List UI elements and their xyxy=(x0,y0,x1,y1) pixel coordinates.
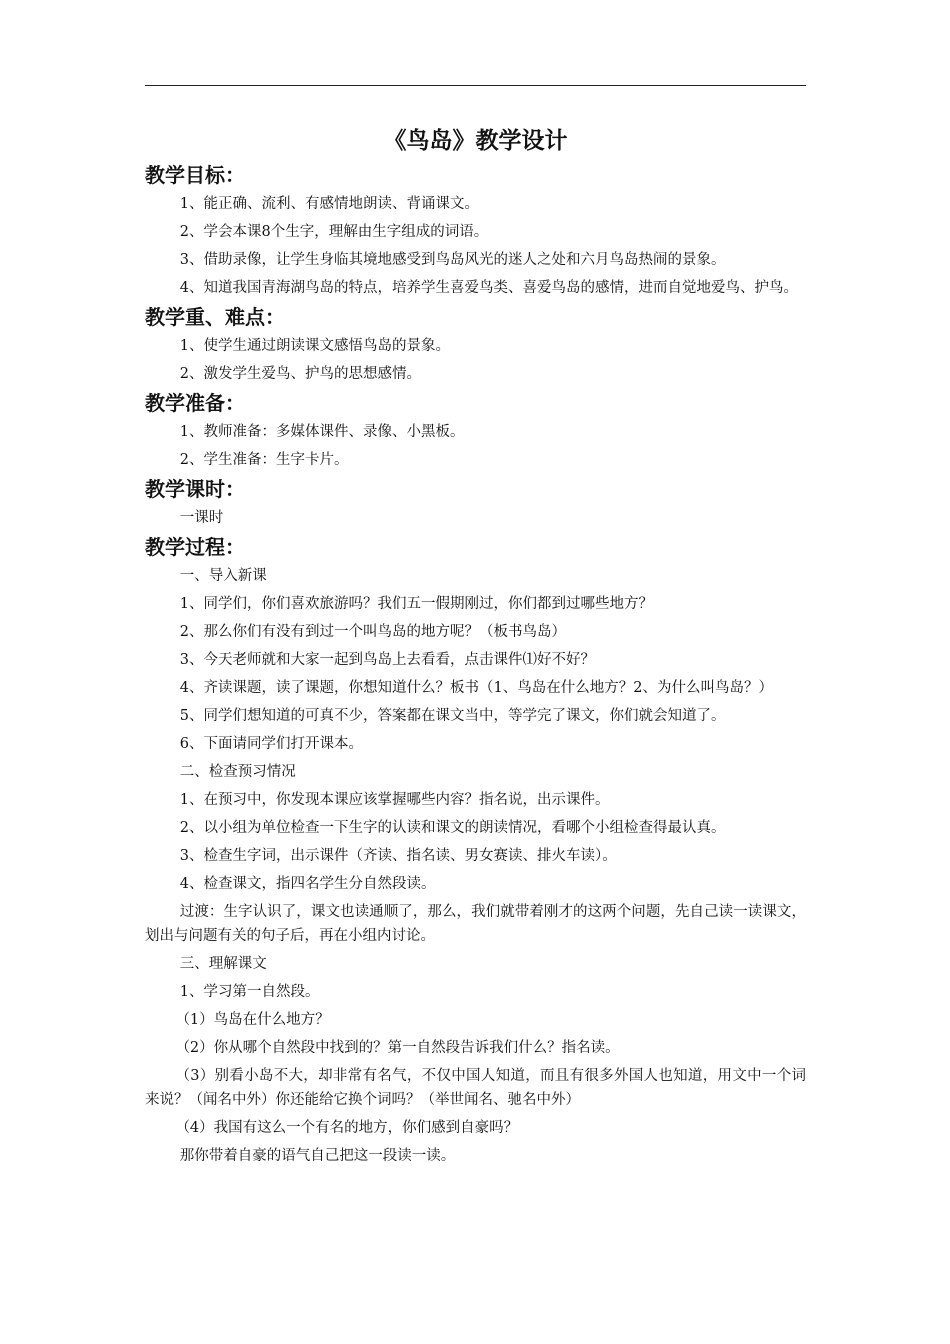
paragraph: 3、检查生字词，出示课件（齐读、指名读、男女赛读、排火车读）。 xyxy=(179,848,617,864)
document-title: 《鸟岛》教学设计 xyxy=(383,128,568,154)
paragraph: 4、齐读课题，读了课题，你想知道什么？板书（1、鸟岛在什么地方？2、为什么叫鸟岛？） xyxy=(179,680,773,696)
section xyxy=(145,388,806,474)
paragraph: 一课时 xyxy=(179,510,224,526)
paragraph: （1）鸟岛在什么地方？ xyxy=(175,1012,330,1028)
paragraph: 2、学会本课8个生字，理解由生字组成的词语。 xyxy=(179,224,489,240)
paragraph: 2、那么你们有没有到过一个叫鸟岛的地方呢？（板书鸟岛） xyxy=(179,624,567,640)
paragraph: 4、知道我国青海湖鸟岛的特点，培养学生喜爱鸟类、喜爱鸟岛的感情，进而自觉地爱鸟、护鸟。 xyxy=(179,280,799,296)
section-heading: 教学准备： xyxy=(145,391,245,415)
paragraph: 那你带着自豪的语气自己把这一段读一读。 xyxy=(179,1148,456,1164)
paragraph: 6、下面请同学们打开课本。 xyxy=(179,736,364,752)
paragraph: 1、教师准备：多媒体课件、录像、小黑板。 xyxy=(179,424,465,440)
paragraph: 1、使学生通过朗读课文感悟鸟岛的景象。 xyxy=(179,338,451,354)
section-heading: 教学重、难点： xyxy=(145,305,285,329)
paragraph: 3、借助录像，让学生身临其境地感受到鸟岛风光的迷人之处和六月鸟岛热闹的景象。 xyxy=(179,252,726,268)
section-heading: 教学课时： xyxy=(145,477,245,501)
paragraph: （4）我国有这么一个有名的地方，你们感到自豪吗？ xyxy=(175,1120,519,1136)
paragraph: 3、今天老师就和大家一起到鸟岛上去看看，点击课件⑴好不好？ xyxy=(179,652,596,668)
paragraph: 5、同学们想知道的可真不少，答案都在课文当中，等学完了课文，你们就会知道了。 xyxy=(179,708,726,724)
section xyxy=(145,474,806,532)
paragraph: 一、导入新课 xyxy=(179,568,267,584)
paragraph: 过渡：生字认识了，课文也读通顺了，那么，我们就带着刚才的这两个问题，先自己读一读课文，划出与问题有关的句子后，再在小组内讨论。 xyxy=(145,904,806,944)
section xyxy=(145,302,806,388)
document-body xyxy=(145,160,806,1170)
section xyxy=(145,160,806,300)
section-heading: 教学目标： xyxy=(145,163,245,187)
paragraph: 1、在预习中，你发现本课应该掌握哪些内容？指名说，出示课件。 xyxy=(179,792,610,808)
paragraph: 1、学习第一自然段。 xyxy=(179,984,320,1000)
paragraph: 1、同学们，你们喜欢旅游吗？我们五一假期刚过，你们都到过哪些地方？ xyxy=(179,596,654,612)
paragraph: （3）别看小岛不大，却非常有名气，不仅中国人知道，而且有很多外国人也知道，用文中一个词来说？（闻名中外）你还能给它换个词吗？（举世闻名、驰名中外） xyxy=(145,1068,806,1108)
paragraph: 三、理解课文 xyxy=(179,956,267,972)
paragraph: 二、检查预习情况 xyxy=(179,764,296,780)
paragraph: 4、检查课文，指四名学生分自然段读。 xyxy=(179,876,436,892)
paragraph: 1、能正确、流利、有感情地朗读、背诵课文。 xyxy=(179,196,480,212)
paragraph: 2、学生准备：生字卡片。 xyxy=(179,452,349,468)
paragraph: 2、激发学生爱鸟、护鸟的思想感情。 xyxy=(179,366,422,382)
header-rule xyxy=(145,85,806,86)
paragraph: 2、以小组为单位检查一下生字的认读和课文的朗读情况，看哪个小组检查得最认真。 xyxy=(179,820,726,836)
section xyxy=(145,532,806,1170)
section-heading: 教学过程： xyxy=(145,535,245,559)
paragraph: （2）你从哪个自然段中找到的？第一自然段告诉我们什么？指名读。 xyxy=(175,1040,620,1056)
